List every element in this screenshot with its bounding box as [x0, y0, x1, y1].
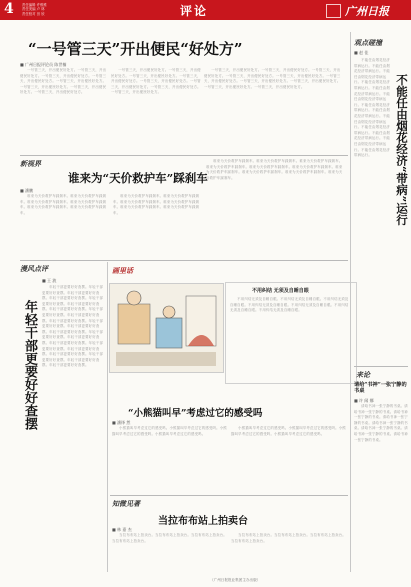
body-text-top-col3: 一号管三天，开出便民好处方。一号管三天，开出便民好处方。一号管三天，开出便民好处方。一号管三天，开出便民好处方。一号管三天，开出便民好处方。一号管三天，开出便民好处方。一号管三天，开出便民好处方。一号管三天，开出便民好处方。一号管三天，开出便民好处方。一号管三天，开出便民好处方。 [204, 68, 341, 89]
newspaper-logo: 广州日报 [345, 5, 389, 18]
section-title: 评论 [180, 4, 209, 18]
article-byline-labubu: ■ 林 嘉 杰 [112, 527, 132, 532]
article-byline-ambulance: ■ 潘鹏 [20, 188, 34, 193]
body-text-tobacco: 不能任由烟花经济带病运行。不能任由烟花经济带病运行。不能任由烟花经济带病运行。不能任由烟花经济带病运行。不能任由烟花经济带病运行。不能任由烟花经济带病运行。不能任由烟花经济带病运行。不能任由烟花经济带病运行。不能任由烟花经济带病运行。不能任由烟花经济带病运行。不能任由烟花经济带病运行。不能任由烟花经济带病运行。不能任由烟花经济带病运行。 [354, 58, 390, 158]
article-title-cadre: 年轻干部更要好好查摆 [22, 300, 37, 430]
article-byline-tobacco: ■ 赵 佳 [354, 50, 369, 55]
footer [0, 575, 411, 587]
body-text-top-col2: 一号管三天，开出便民好处方。一号管三天，开出便民好处方。一号管三天，开出便民好处方。一号管三天，开出便民好处方。一号管三天，开出便民好处方。一号管三天，开出便民好处方。一号管三天，开出便民好处方。一号管三天，开出便民好处方。 [111, 68, 201, 95]
sidebar-box [225, 282, 357, 384]
article-byline-top: ■ 广州日报评论员 陈世楠 [20, 62, 67, 67]
article-byline-cadre: ■ 王 波 [42, 278, 57, 283]
body-text-labubu-col2: 当拉布布站上拍卖台。当拉布布站上拍卖台。当拉布布站上拍卖台。当拉布布站上拍卖台。 [231, 533, 346, 543]
article-title-shuxiang: 请给“书神”一张宁静的书桌 [354, 382, 407, 395]
sidebox-title: 不用纠结 无须及自睡自眼 [252, 288, 309, 294]
body-text-top-col1: 一号管三天，开出便民好处方。一号管三天，开出便民好处方。一号管三天，开出便民好处方。一号管三天，开出便民好处方。一号管三天，开出便民好处方。一号管三天，开出便民好处方。一号管三天，开出便民好处方。一号管三天，开出便民好处方。 [20, 68, 107, 95]
article-byline-shuxiang: ■ 许 闻 娜 [354, 398, 374, 403]
body-text-bear-col2: 小熊猫叫早考虑过它的感受吗。小熊猫叫早考虑过它的感受吗。小熊猫叫早考虑过它的感受吗。小熊猫叫早考虑过它的感受吗。 [231, 426, 346, 436]
column-tag-shuxiang: 来论 [356, 370, 370, 379]
divider-v2 [350, 32, 351, 572]
column-tag-tobacco: 观点碰撞 [354, 38, 382, 47]
article-title-ambulance: 谁来为“天价救护车”踩刹车 [68, 171, 208, 185]
page-number: 4 [4, 1, 14, 17]
column-tag-cadre: 漫风点评 [20, 264, 48, 273]
column-tag-ebike: 新视界 [20, 159, 41, 168]
cartoon-illustration [109, 283, 224, 373]
divider-2 [20, 260, 348, 261]
column-tag-bottom: 知微见著 [112, 499, 140, 508]
divider-1 [20, 155, 348, 156]
article-title-top: “一号管三天”开出便民“好处方” [28, 40, 243, 58]
article-title-bear: “小熊猫叫早”考虑过它的感受吗 [128, 408, 263, 419]
editor-info: 责任编辑 许维维 责任美编 卢 林 责任校对 田 欣 [22, 3, 47, 16]
body-text-shuxiang: 请给书神一张宁静的书桌。请给书神一张宁静的书桌。请给书神一张宁静的书桌。请给书神一张宁静的书桌。请给书神一张宁静的书桌。请给书神一张宁静的书桌。请给书神一张宁静的书桌。请给书神一张宁静的书桌。 [354, 404, 408, 442]
divider-4 [354, 366, 408, 367]
footer-text: （广州日报报业集团主办出版） [210, 578, 261, 582]
body-text-bear-col1: 小熊猫叫早考虑过它的感受吗。小熊猫叫早考虑过它的感受吗。小熊猫叫早考虑过它的感受吗。小熊猫叫早考虑过它的感受吗。 [112, 426, 227, 436]
article-byline-bear: ■ 潘铎 然 [112, 420, 131, 425]
body-text-cadre: 年轻干部更要好好查摆。年轻干部更要好好查摆。年轻干部更要好好查摆。年轻干部更要好好查摆。年轻干部更要好好查摆。年轻干部更要好好查摆。年轻干部更要好好查摆。年轻干部更要好好查摆。年轻干部更要好好查摆。年轻干部更要好好查摆。年轻干部更要好好查摆。年轻干部更要好好查摆。年轻干部更要好好查摆。年轻干部更要好好查摆。年轻干部更要好好查摆。年轻干部更要好好查摆。年轻干部更要好好查摆。年轻干部更要好好查摆。年轻干部更要好好查摆。年轻干部更要好好查摆。年轻干部更要好好查摆。年轻干部更要好好查摆。 [42, 285, 104, 368]
cartoon-tag: 画里话 [112, 266, 133, 275]
body-text-labubu-col1: 当拉布布站上拍卖台。当拉布布站上拍卖台。当拉布布站上拍卖台。当拉布布站上拍卖台。 [112, 533, 227, 543]
article-title-tobacco: 不能任由烟花经济“带病”运行 [395, 74, 409, 226]
qr-code-icon [326, 4, 341, 18]
body-text-ambulance-col3: 谁来为天价救护车踩刹车。谁来为天价救护车踩刹车。谁来为天价救护车踩刹车。谁来为天价救护车踩刹车。谁来为天价救护车踩刹车。谁来为天价救护车踩刹车。谁来为天价救护车踩刹车。谁来为天价救护车踩刹车。谁来为天价救护车踩刹车。谁来为天价救护车踩刹车。 [206, 159, 343, 180]
body-text-ambulance-col2: 谁来为天价救护车踩刹车。谁来为天价救护车踩刹车。谁来为天价救护车踩刹车。谁来为天价救护车踩刹车。谁来为天价救护车踩刹车。谁来为天价救护车踩刹车。 [113, 194, 200, 215]
divider-3 [110, 495, 348, 496]
sidebox-text: 不用纠结无须及自睡自眼。不用纠结无须及自睡自眼。不用纠结无须及自睡自眼。不用纠结无须及自睡自眼。不用纠结无须及自睡自眼。不用纠结无须及自睡自眼。不用纠结无须及自睡自眼。 [230, 297, 349, 313]
article-title-labubu: 当拉布布站上拍卖台 [158, 516, 248, 527]
divider-v1 [107, 262, 108, 572]
body-text-ambulance-col1: 谁来为天价救护车踩刹车。谁来为天价救护车踩刹车。谁来为天价救护车踩刹车。谁来为天价救护车踩刹车。谁来为天价救护车踩刹车。谁来为天价救护车踩刹车。 [20, 194, 107, 215]
